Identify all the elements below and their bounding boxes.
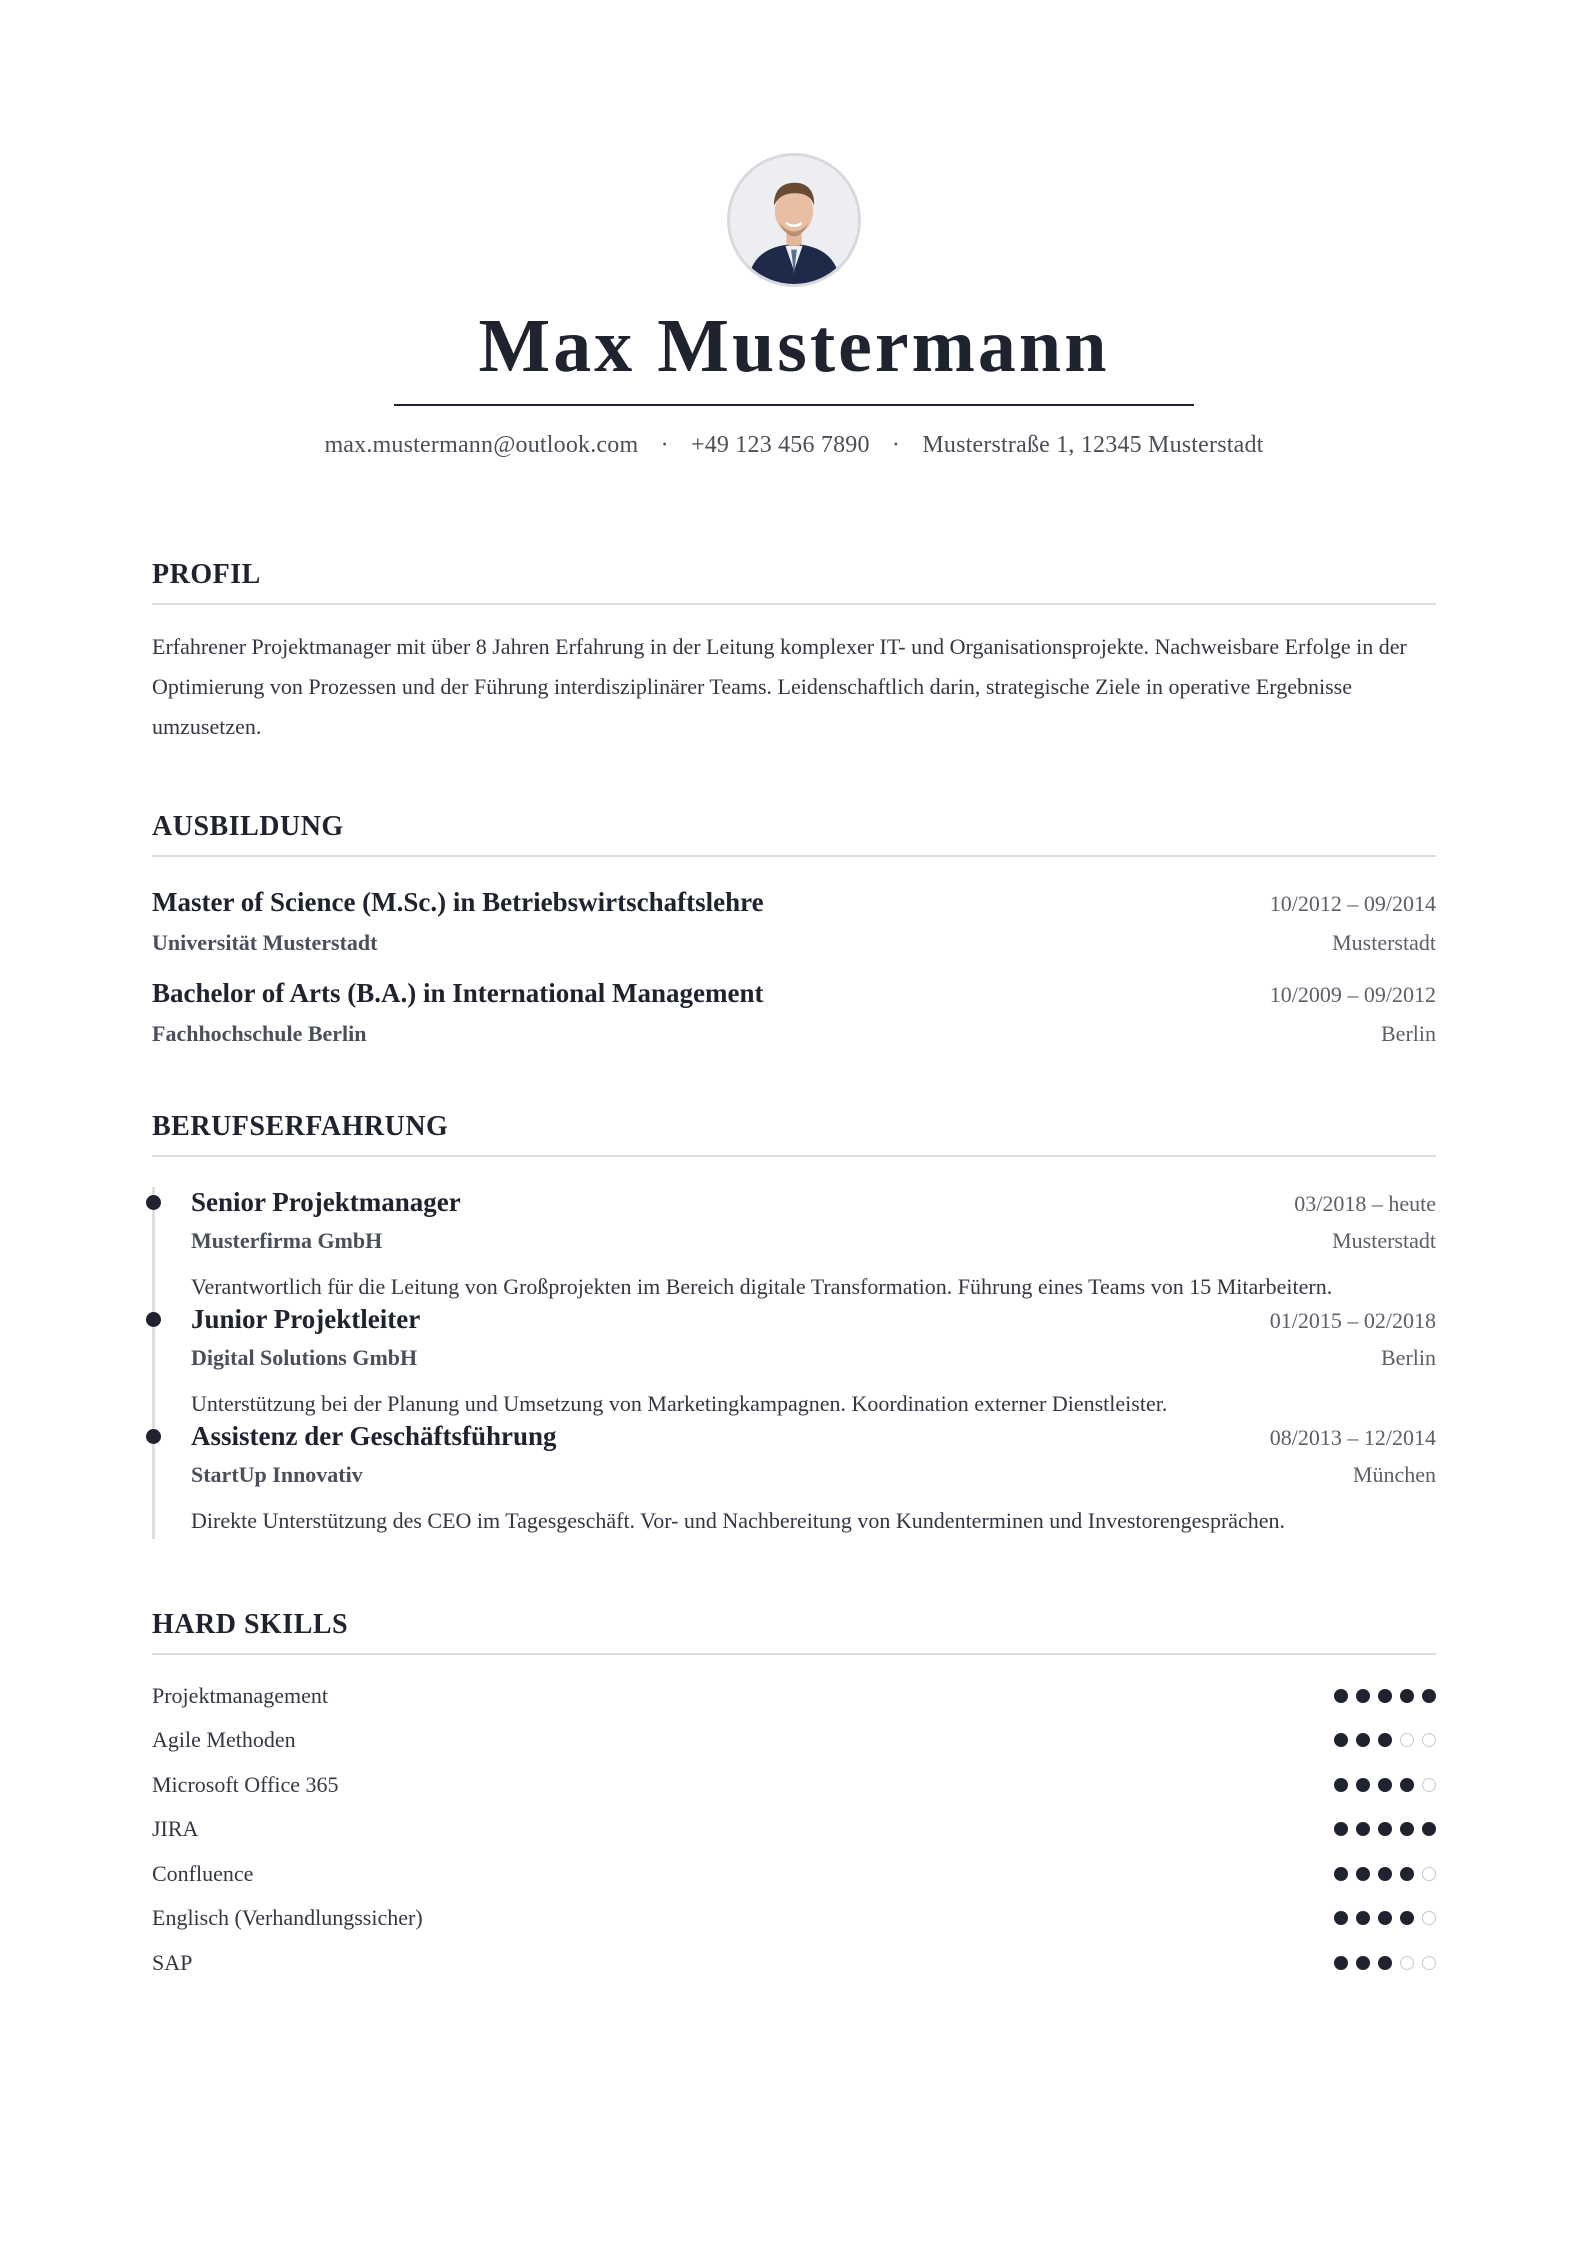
rating-dot-empty-icon (1422, 1956, 1436, 1970)
experience-item (191, 1187, 1436, 1302)
rating-dot-filled-icon (1356, 1778, 1370, 1792)
job-dates: 03/2018 – heute (1294, 1191, 1436, 1217)
circle-bullet-icon (146, 1429, 161, 1444)
contact-separator: · (891, 432, 901, 459)
education-item (152, 978, 1436, 1047)
rating-dot-filled-icon (1356, 1822, 1370, 1836)
rating-dot-empty-icon (1422, 1867, 1436, 1881)
contact-separator: · (660, 432, 669, 459)
skill-row (152, 1673, 1436, 1718)
skill-row (152, 1762, 1436, 1807)
contact-phone[interactable]: +49 123 456 7890 (690, 432, 870, 459)
rating-dot-filled-icon (1334, 1956, 1348, 1970)
job-company: Musterfirma GmbH (191, 1228, 383, 1254)
rating-dot-filled-icon (1378, 1733, 1392, 1747)
section-experience (152, 1111, 1436, 1539)
education-location: Berlin (1381, 1021, 1436, 1047)
rating-dot-filled-icon (1378, 1911, 1392, 1925)
person-name: Max Mustermann (478, 304, 1110, 388)
job-title: Junior Projektleiter (191, 1304, 421, 1335)
rating-dot-empty-icon (1400, 1956, 1414, 1970)
rating-dot-filled-icon (1356, 1956, 1370, 1970)
rating-dot-filled-icon (1356, 1689, 1370, 1703)
portrait-photo-icon (730, 156, 858, 284)
circle-bullet-icon (146, 1312, 161, 1327)
skill-name: Confluence (152, 1860, 254, 1886)
skill-rating (1334, 1911, 1436, 1925)
rating-dot-filled-icon (1400, 1911, 1414, 1925)
job-description: Verantwortlich für die Leitung von Großprojekten im Bereich digitale Transformation. Führung eines Teams von 15 Mitarbeitern. (191, 1274, 1333, 1300)
job-location: Musterstadt (1332, 1228, 1436, 1254)
job-description: Unterstützung bei der Planung und Umsetzung von Marketingkampagnen. Koordination externer Dienstleister. (191, 1391, 1168, 1417)
skill-name: Microsoft Office 365 (152, 1771, 339, 1797)
experience-timeline (152, 1187, 1436, 1539)
circle-bullet-icon (146, 1195, 161, 1210)
education-dates: 10/2012 – 09/2014 (1269, 891, 1436, 917)
skill-name: Projektmanagement (152, 1682, 328, 1708)
job-title: Assistenz der Geschäftsführung (191, 1420, 557, 1451)
rating-dot-empty-icon (1422, 1778, 1436, 1792)
education-degree: Bachelor of Arts (B.A.) in International Management (152, 978, 764, 1009)
rating-dot-filled-icon (1378, 1867, 1392, 1881)
skill-rating (1334, 1822, 1436, 1836)
skill-rating (1334, 1733, 1436, 1747)
rating-dot-filled-icon (1334, 1867, 1348, 1881)
rating-dot-filled-icon (1378, 1822, 1392, 1836)
education-location: Musterstadt (1332, 930, 1436, 956)
section-title-profile: PROFIL (152, 559, 1436, 605)
section-title-skills: HARD SKILLS (152, 1609, 1436, 1655)
rating-dot-filled-icon (1400, 1867, 1414, 1881)
education-institution: Fachhochschule Berlin (152, 1021, 367, 1047)
rating-dot-filled-icon (1356, 1911, 1370, 1925)
skill-rating (1334, 1956, 1436, 1970)
rating-dot-filled-icon (1400, 1778, 1414, 1792)
job-description: Direkte Unterstützung des CEO im Tagesgeschäft. Vor- und Nachbereitung von Kundenterminen und Investorengesprächen. (191, 1507, 1286, 1533)
rating-dot-filled-icon (1334, 1689, 1348, 1703)
skill-row (152, 1807, 1436, 1852)
skill-rating (1334, 1778, 1436, 1792)
section-title-education: AUSBILDUNG (152, 811, 1436, 857)
skill-name: Agile Methoden (152, 1727, 296, 1753)
contact-line (152, 432, 1436, 459)
contact-email[interactable]: max.mustermann@outlook.com (324, 432, 639, 459)
profile-photo (727, 153, 861, 287)
section-title-experience: BERUFSERFAHRUNG (152, 1111, 1436, 1157)
skill-row (152, 1718, 1436, 1763)
experience-item (191, 1304, 1436, 1419)
header (152, 0, 1436, 459)
contact-address: Musterstraße 1, 12345 Musterstadt (922, 432, 1264, 459)
rating-dot-filled-icon (1356, 1867, 1370, 1881)
skill-name: SAP (152, 1949, 193, 1975)
job-company: StartUp Innovativ (191, 1461, 363, 1487)
skill-rating (1334, 1689, 1436, 1703)
rating-dot-filled-icon (1422, 1689, 1436, 1703)
job-title: Senior Projektmanager (191, 1187, 461, 1218)
name-divider (394, 404, 1194, 406)
skills-list (152, 1673, 1436, 1985)
job-company: Digital Solutions GmbH (191, 1345, 418, 1371)
experience-item (191, 1421, 1436, 1536)
education-institution: Universität Musterstadt (152, 930, 378, 956)
rating-dot-filled-icon (1400, 1822, 1414, 1836)
skill-rating (1334, 1867, 1436, 1881)
job-dates: 01/2015 – 02/2018 (1269, 1308, 1436, 1334)
rating-dot-filled-icon (1378, 1956, 1392, 1970)
skill-name: Englisch (Verhandlungssicher) (152, 1905, 423, 1931)
profile-text: Erfahrener Projektmanager mit über 8 Jahren Erfahrung in der Leitung komplexer IT- und Organisationsprojekte. Nachweisbare Erfolge in der Optimierung von Prozessen und der Führung interdisziplinärer Teams. Leidenschaftlich darin, strategische Ziele in operative Ergebnisse umzusetzen. (152, 634, 1407, 740)
education-item (152, 887, 1436, 956)
rating-dot-filled-icon (1334, 1778, 1348, 1792)
section-education (152, 811, 1436, 1047)
skill-row (152, 1940, 1436, 1985)
rating-dot-filled-icon (1422, 1822, 1436, 1836)
rating-dot-filled-icon (1334, 1733, 1348, 1747)
job-location: Berlin (1381, 1345, 1436, 1371)
job-location: München (1352, 1461, 1436, 1487)
rating-dot-empty-icon (1422, 1911, 1436, 1925)
rating-dot-filled-icon (1334, 1822, 1348, 1836)
education-degree: Master of Science (M.Sc.) in Betriebswirtschaftslehre (152, 887, 764, 918)
skill-name: JIRA (152, 1816, 199, 1842)
rating-dot-empty-icon (1400, 1733, 1414, 1747)
rating-dot-filled-icon (1378, 1778, 1392, 1792)
education-dates: 10/2009 – 09/2012 (1269, 982, 1436, 1008)
rating-dot-filled-icon (1378, 1689, 1392, 1703)
rating-dot-empty-icon (1422, 1733, 1436, 1747)
rating-dot-filled-icon (1334, 1911, 1348, 1925)
section-profile (152, 559, 1436, 747)
rating-dot-filled-icon (1356, 1733, 1370, 1747)
skill-row (152, 1896, 1436, 1941)
rating-dot-filled-icon (1400, 1689, 1414, 1703)
section-skills (152, 1609, 1436, 1985)
job-dates: 08/2013 – 12/2014 (1269, 1424, 1436, 1450)
skill-row (152, 1851, 1436, 1896)
